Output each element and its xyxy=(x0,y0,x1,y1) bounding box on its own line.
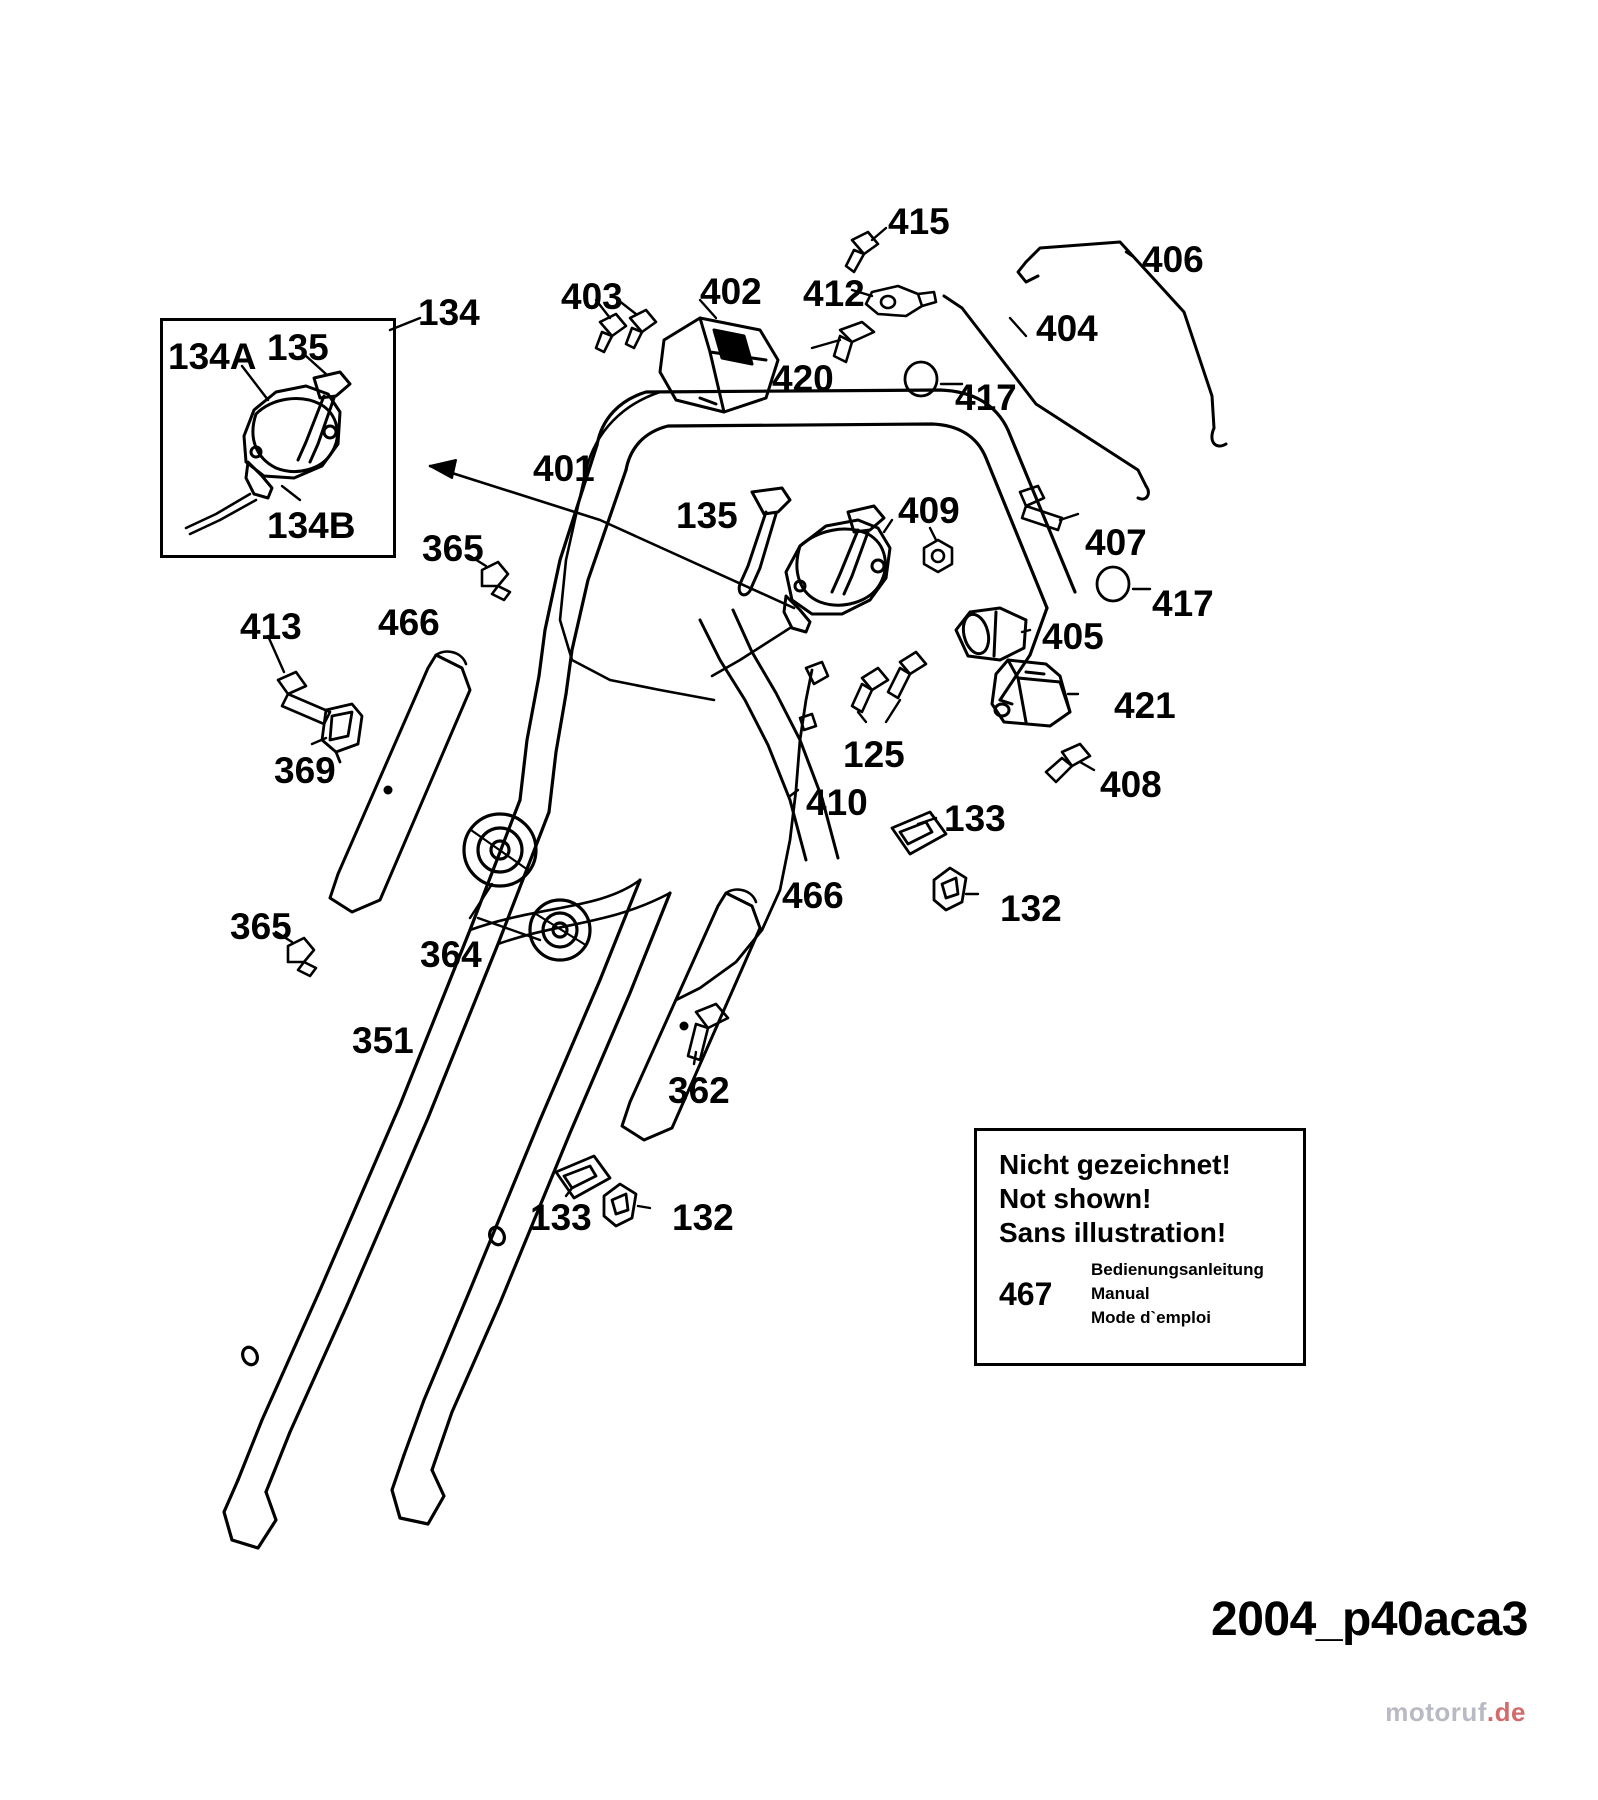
watermark xyxy=(1385,1697,1526,1728)
callout-412: 412 xyxy=(803,273,865,314)
watermark-suffix: .de xyxy=(1486,1697,1526,1727)
callout-403: 403 xyxy=(561,276,623,317)
callout-405: 405 xyxy=(1042,616,1104,657)
callout-132-lower: 132 xyxy=(672,1197,734,1238)
callout-134b: 134B xyxy=(267,505,356,546)
callout-365-upper: 365 xyxy=(422,528,484,569)
callout-351: 351 xyxy=(352,1020,414,1061)
callout-401: 401 xyxy=(533,448,595,489)
callout-134a: 134A xyxy=(168,336,257,377)
callout-415: 415 xyxy=(888,201,950,242)
callout-417-lower: 417 xyxy=(1152,583,1214,624)
callout-404: 404 xyxy=(1036,308,1098,349)
not-shown-title-fr: Sans illustration! xyxy=(999,1217,1227,1248)
callout-132-upper: 132 xyxy=(1000,888,1062,929)
callout-417-upper: 417 xyxy=(955,377,1017,418)
callout-409: 409 xyxy=(898,490,960,531)
callout-420: 420 xyxy=(772,358,834,399)
callout-406: 406 xyxy=(1142,239,1204,280)
not-shown-item-de: Bedienungsanleitung xyxy=(1091,1260,1264,1279)
not-shown-item-fr: Mode d`emploi xyxy=(1091,1308,1211,1327)
watermark-main: motoruf xyxy=(1385,1697,1487,1727)
callout-135-main: 135 xyxy=(676,495,738,536)
callout-413: 413 xyxy=(240,606,302,647)
not-shown-item-number: 467 xyxy=(999,1276,1053,1312)
callout-364: 364 xyxy=(420,934,482,975)
callout-133-lower: 133 xyxy=(530,1197,592,1238)
callout-421: 421 xyxy=(1114,685,1176,726)
not-shown-title-de: Nicht gezeichnet! xyxy=(999,1149,1231,1180)
callout-402: 402 xyxy=(700,271,762,312)
callout-408: 408 xyxy=(1100,764,1162,805)
not-shown-item-en: Manual xyxy=(1091,1284,1150,1303)
callout-369: 369 xyxy=(274,750,336,791)
callout-365-lower: 365 xyxy=(230,906,292,947)
figure-code: 2004_p40aca3 xyxy=(1211,1593,1528,1646)
callout-410: 410 xyxy=(806,782,868,823)
callout-125: 125 xyxy=(843,734,905,775)
callout-133-upper: 133 xyxy=(944,798,1006,839)
callout-134: 134 xyxy=(418,292,480,333)
not-shown-box xyxy=(974,1128,1306,1366)
callout-407: 407 xyxy=(1085,522,1147,563)
callout-466-upper: 466 xyxy=(378,602,440,643)
not-shown-title-en: Not shown! xyxy=(999,1183,1152,1214)
callout-362: 362 xyxy=(668,1070,730,1111)
callout-135-inset: 135 xyxy=(267,327,329,368)
callout-466-lower: 466 xyxy=(782,875,844,916)
